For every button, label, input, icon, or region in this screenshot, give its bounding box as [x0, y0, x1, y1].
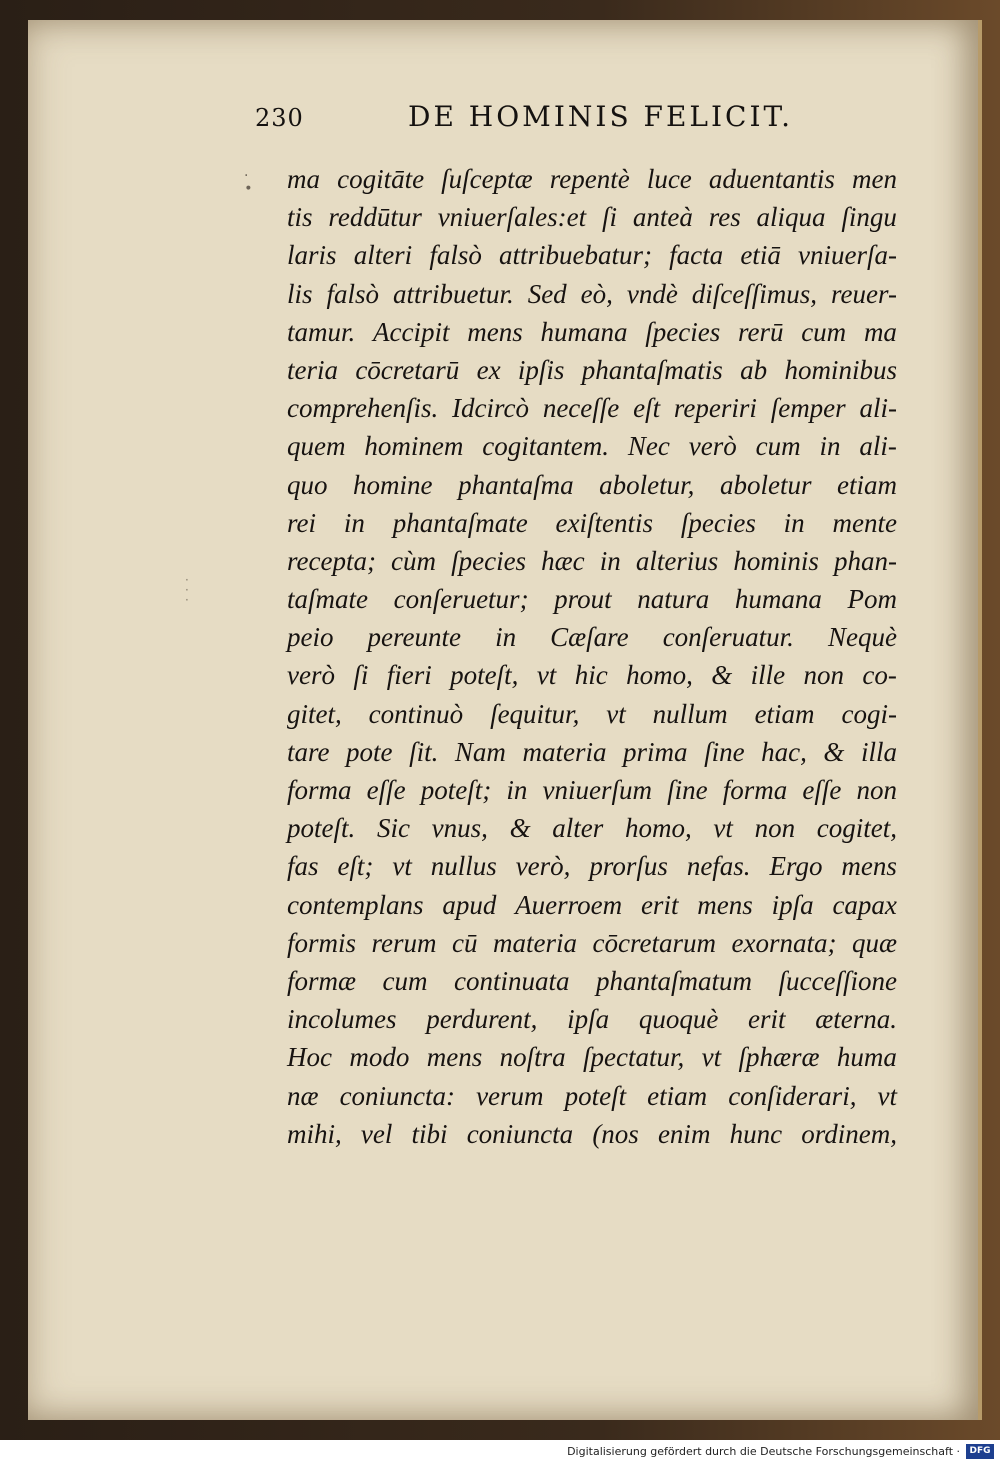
word: eſſe: [366, 775, 406, 805]
word: verò: [688, 431, 737, 462]
text-line: [287, 160, 897, 198]
word: hac,: [761, 736, 807, 767]
word: vnus,: [431, 813, 488, 844]
word: ſemper: [770, 393, 846, 424]
text-line: [287, 771, 897, 809]
word: ex: [476, 354, 501, 385]
word: neceſſe: [542, 393, 620, 424]
word: facta: [669, 240, 724, 271]
word: ſi: [602, 202, 618, 233]
digitization-credit: Digitalisierung gefördert durch die Deutsche Forschungsgemeinschaft ·: [567, 1445, 960, 1458]
word: humana: [734, 584, 822, 615]
word: enim: [657, 1118, 711, 1149]
word: hæc: [541, 545, 585, 576]
word: phantaſmatis: [581, 354, 723, 385]
word: ſucceſſione: [778, 965, 897, 996]
word: attribuebatur;: [499, 240, 653, 271]
word: nefas.: [686, 851, 751, 882]
word: hominis: [733, 545, 819, 576]
word: quem: [287, 431, 346, 462]
text-line: [287, 847, 897, 885]
word: hic: [574, 660, 608, 691]
word: non: [754, 813, 796, 844]
word: cogitet,: [816, 813, 897, 844]
word: vt: [392, 851, 412, 882]
word: mens: [697, 889, 753, 920]
word: ordinem,: [801, 1118, 897, 1149]
word: luce: [646, 164, 692, 194]
word: conſeruatur.: [662, 622, 794, 653]
word: exiſtentis: [555, 507, 654, 538]
word: vel: [360, 1118, 393, 1149]
word: non: [803, 660, 845, 691]
word: phan-: [834, 545, 897, 576]
word: pereunte: [367, 622, 462, 653]
word: ipſa: [567, 1004, 610, 1035]
word: cogitāte: [337, 164, 425, 194]
word: materia: [493, 927, 578, 958]
text-line: [287, 466, 897, 504]
word: ipſis: [517, 354, 565, 385]
text-line: [287, 236, 897, 274]
word: ſpectatur,: [583, 1042, 685, 1073]
word: coniuncta: [466, 1118, 574, 1149]
word: ſine: [704, 736, 745, 767]
word: materia: [522, 736, 607, 767]
word: etiam: [837, 469, 897, 500]
page-number: 230: [255, 104, 304, 132]
word: falsò: [429, 240, 482, 271]
word: diſceſſimus,: [691, 278, 818, 309]
word: phantaſma: [458, 469, 574, 500]
word: fas: [287, 851, 319, 882]
word: erit: [640, 889, 679, 920]
text-line: [287, 580, 897, 618]
text-line: [287, 1038, 897, 1076]
word: teria: [287, 354, 338, 385]
word: quoquè: [638, 1004, 719, 1035]
word: Hoc: [287, 1042, 332, 1073]
word: fieri: [386, 660, 432, 691]
word: ſine: [667, 775, 708, 805]
text-line: [287, 275, 897, 313]
word: Nam: [454, 736, 506, 767]
word: eò,: [580, 278, 613, 309]
word: falsò: [326, 278, 379, 309]
word: natura: [637, 584, 710, 615]
text-line: [287, 427, 897, 465]
word: Accipit: [373, 316, 450, 347]
word: mente: [832, 507, 897, 538]
page-header: [255, 100, 855, 144]
word: hominem: [364, 431, 464, 462]
word: Pom: [847, 584, 897, 615]
text-line: [287, 924, 897, 962]
text-line: [287, 313, 897, 351]
word: homo,: [624, 813, 692, 844]
text-line: [287, 962, 897, 1000]
word: reddūtur: [328, 202, 422, 233]
word: reuer-: [831, 278, 897, 309]
text-line: [287, 886, 897, 924]
word: tis: [287, 202, 313, 233]
word: conſiderari,: [728, 1080, 857, 1111]
word: eſt;: [337, 851, 374, 882]
word: alteri: [353, 240, 413, 271]
word: contemplans: [287, 889, 424, 920]
word: poteſt;: [420, 775, 492, 805]
word: verum: [476, 1080, 544, 1111]
margin-ink-speck: · ∙: [244, 168, 253, 196]
word: in: [819, 431, 841, 462]
word: cogitantem.: [482, 431, 609, 462]
text-line: [287, 733, 897, 771]
word: aduentantis: [708, 164, 835, 194]
text-line: [287, 504, 897, 542]
word: prorſus: [589, 851, 668, 882]
word: etiam: [647, 1080, 708, 1111]
word: res: [708, 202, 741, 233]
word: ſpecies: [645, 316, 721, 347]
text-line: [287, 198, 897, 236]
word: formæ: [287, 965, 357, 996]
word: phantaſmate: [392, 507, 528, 538]
word: formis: [287, 927, 357, 958]
word: continuata: [454, 965, 570, 996]
word: poteſt,: [450, 660, 519, 691]
word: incolumes: [287, 1004, 397, 1035]
word: mens: [426, 1042, 483, 1073]
word: tibi: [411, 1118, 448, 1149]
word: pote: [346, 736, 393, 767]
word: Ergo: [769, 851, 823, 882]
word: nullus: [430, 851, 497, 882]
word: non: [856, 775, 897, 805]
word: etiā: [740, 240, 781, 271]
word: rerum: [371, 927, 437, 958]
word: ali-: [859, 431, 897, 462]
word: nullum: [652, 698, 728, 729]
word: aboletur,: [599, 469, 695, 500]
word: &: [711, 660, 733, 691]
text-line: [287, 389, 897, 427]
word: gitet,: [287, 698, 342, 729]
word: coniuncta:: [339, 1080, 456, 1111]
word: prima: [623, 736, 688, 767]
word: ſequitur,: [490, 698, 580, 729]
word: conſeruetur;: [393, 584, 529, 615]
body-text: [287, 160, 897, 1153]
word: mihi,: [287, 1118, 342, 1149]
word: cum: [801, 316, 847, 347]
word: ipſa: [771, 889, 814, 920]
word: cum: [755, 431, 801, 462]
word: continuò: [368, 698, 464, 729]
word: forma: [287, 775, 352, 805]
word: vt: [877, 1080, 897, 1111]
word: alterius: [635, 545, 719, 576]
word: alter: [552, 813, 604, 844]
word: vniuerſa-: [797, 240, 897, 271]
word: ſpecies: [680, 507, 756, 538]
margin-ink-speck: · · ·: [185, 573, 189, 607]
text-line: [287, 351, 897, 389]
word: quæ: [851, 927, 897, 958]
word: ali-: [859, 393, 897, 424]
word: in: [599, 545, 621, 576]
word: Idcircò: [452, 393, 529, 424]
word: eſt: [633, 393, 661, 424]
word: cōcretarū: [355, 354, 460, 385]
word: cū: [452, 927, 478, 958]
word: eſſe: [802, 775, 842, 805]
running-title: DE HOMINIS FELICIT.: [408, 100, 794, 133]
word: in: [495, 622, 517, 653]
word: tamur.: [287, 316, 356, 347]
word: rei: [287, 507, 316, 538]
word: noſtra: [499, 1042, 566, 1073]
text-line: [287, 618, 897, 656]
word: ſi: [353, 660, 369, 691]
word: homo,: [626, 660, 693, 691]
word: æterna.: [815, 1004, 897, 1035]
word: men: [851, 164, 897, 194]
word: reperiri: [673, 393, 757, 424]
text-line: [287, 656, 897, 694]
word: exornata;: [731, 927, 837, 958]
word: ſit.: [409, 736, 439, 767]
word: aliqua: [756, 202, 826, 233]
text-line: [287, 542, 897, 580]
word: capax: [832, 889, 897, 920]
word: ab: [740, 354, 768, 385]
word: vt: [536, 660, 557, 691]
word: poteſt.: [287, 813, 356, 844]
word: cùm: [391, 545, 437, 576]
word: Sed: [527, 278, 567, 309]
word: in: [783, 507, 805, 538]
word: ma: [863, 316, 897, 347]
word: erit: [748, 1004, 786, 1035]
word: in: [343, 507, 365, 538]
word: vniuerſum: [542, 775, 652, 805]
word: hunc: [729, 1118, 783, 1149]
word: laris: [287, 240, 337, 271]
word: illa: [860, 736, 897, 767]
word: anteà: [632, 202, 693, 233]
word: comprehenſis.: [287, 393, 439, 424]
word: vt: [701, 1042, 722, 1073]
word: mens: [841, 851, 897, 882]
text-line: [287, 1000, 897, 1038]
text-line: [287, 1115, 897, 1153]
word: peio: [287, 622, 334, 653]
text-line: [287, 809, 897, 847]
word: recepta;: [287, 545, 376, 576]
word: Nequè: [827, 622, 897, 653]
word: ille: [750, 660, 786, 691]
word: ſuſceptæ: [441, 164, 533, 194]
word: mens: [467, 316, 523, 347]
word: næ: [287, 1080, 319, 1111]
word: &: [823, 736, 845, 767]
word: cogi-: [841, 698, 897, 729]
word: &: [509, 813, 531, 844]
word: ma: [287, 164, 320, 194]
word: aboletur: [719, 469, 812, 500]
word: verò,: [515, 851, 571, 882]
word: cōcretarum: [592, 927, 716, 958]
word: ſingu: [841, 202, 897, 233]
word: etiam: [754, 698, 815, 729]
word: prout: [554, 584, 612, 615]
word: quo: [287, 469, 328, 500]
word: perdurent,: [426, 1004, 538, 1035]
word: vniuerſales:et: [437, 202, 587, 233]
word: cum: [382, 965, 428, 996]
word: verò: [287, 660, 335, 691]
word: phantaſmatum: [596, 965, 753, 996]
word: Sic: [376, 813, 410, 844]
text-line: [287, 1077, 897, 1115]
word: Nec: [627, 431, 670, 462]
word: modo: [349, 1042, 410, 1073]
word: in: [506, 775, 528, 805]
word: Auerroem: [515, 889, 623, 920]
word: homine: [353, 469, 433, 500]
dfg-logo: DFG: [966, 1444, 994, 1459]
word: ſpecies: [451, 545, 527, 576]
word: ſphæræ: [738, 1042, 820, 1073]
text-line: [287, 695, 897, 733]
word: vt: [713, 813, 733, 844]
word: humana: [540, 316, 628, 347]
word: (nos: [592, 1118, 639, 1149]
word: hominibus: [784, 354, 897, 385]
footer-bar: [0, 1440, 1000, 1465]
word: apud: [442, 889, 497, 920]
word: huma: [836, 1042, 897, 1073]
word: co-: [862, 660, 897, 691]
word: vt: [606, 698, 626, 729]
word: attribuetur.: [392, 278, 514, 309]
word: Cæſare: [550, 622, 629, 653]
word: tare: [287, 736, 330, 767]
word: vndè: [626, 278, 678, 309]
word: rerū: [737, 316, 784, 347]
word: lis: [287, 278, 313, 309]
word: repentè: [549, 164, 630, 194]
word: taſmate: [287, 584, 368, 615]
word: poteſt: [564, 1080, 627, 1111]
word: forma: [722, 775, 788, 805]
